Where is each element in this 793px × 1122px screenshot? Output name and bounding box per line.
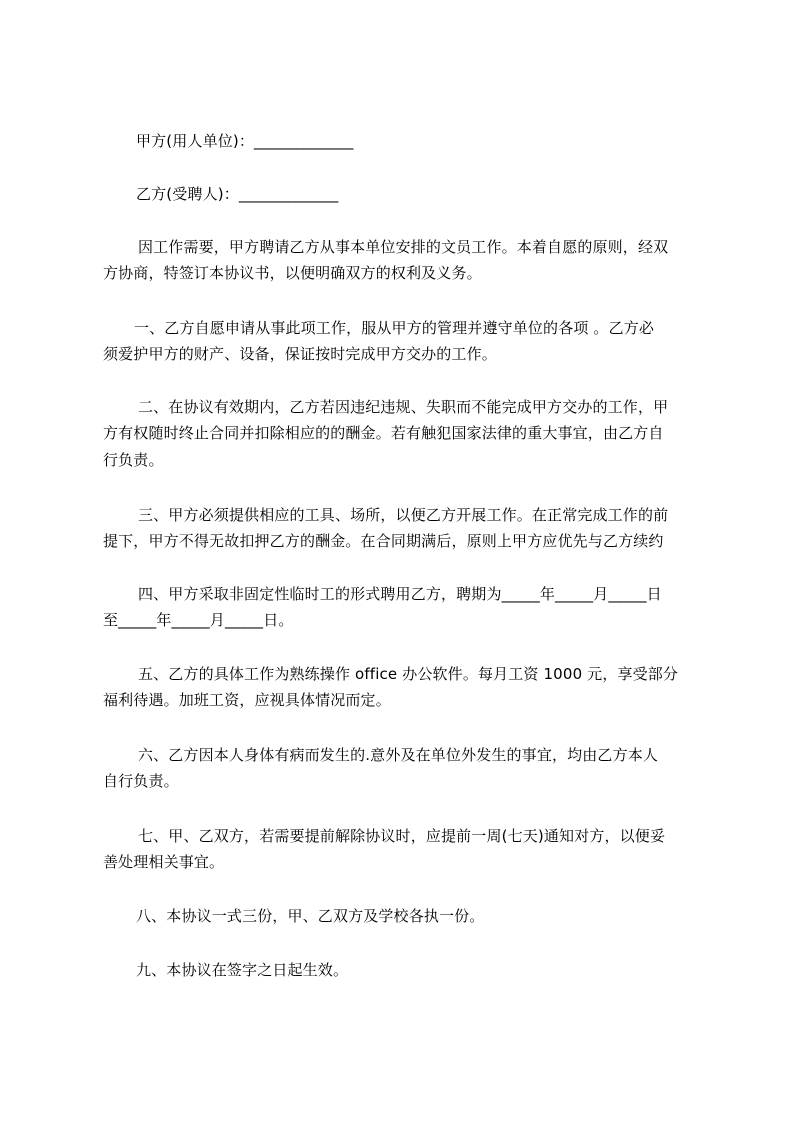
- paragraph-line: 七、甲、乙双方，若需要提前解除协议时，应提前一周(七天)通知对方，以便妥: [138, 827, 666, 845]
- paragraph-line: 提下，甲方不得无故扣押乙方的酬金。在合同期满后，原则上甲方应优先与乙方续约: [103, 532, 664, 550]
- paragraph-line: 须爱护甲方的财产、设备，保证按时完成甲方交办的工作。: [103, 345, 497, 363]
- paragraph-line: 三、甲方必须提供相应的工具、场所，以便乙方开展工作。在正常完成工作的前: [138, 506, 669, 524]
- party-a-line: 甲方(用人单位)：_____________: [136, 132, 354, 150]
- paragraph-line: 四、甲方采取非固定性临时工的形式聘用乙方，聘期为_____年_____月_____日: [138, 585, 662, 603]
- paragraph-line: 至_____年_____月_____日。: [103, 611, 294, 629]
- paragraph-line: 五、乙方的具体工作为熟练操作 office 办公软件。每月工资 1000 元，享受部分: [138, 665, 679, 683]
- party-b-line: 乙方(受聘人)：_____________: [136, 185, 339, 203]
- paragraph-line: 自行负责。: [103, 772, 179, 790]
- paragraph-line: 一、乙方自愿申请从事此项工作，服从甲方的管理并遵守单位的各项 。乙方必: [134, 319, 655, 337]
- paragraph-line: 八、本协议一式三份，甲、乙双方及学校各执一份。: [136, 907, 485, 925]
- paragraph-line: 因工作需要，甲方聘请乙方从事本单位安排的文员工作。本着自愿的原则，经双: [138, 238, 669, 256]
- paragraph-line: 福利待遇。加班工资，应视具体情况而定。: [103, 691, 391, 709]
- paragraph-line: 六、乙方因本人身体有病而发生的.意外及在单位外发生的事宜，均由乙方本人: [138, 746, 659, 764]
- paragraph-line: 方有权随时终止合同并扣除相应的的酬金。若有触犯国家法律的重大事宜，由乙方自: [103, 424, 664, 442]
- paragraph-line: 二、在协议有效期内，乙方若因违纪违规、失职而不能完成甲方交办的工作，甲: [138, 398, 669, 416]
- paragraph-line: 九、本协议在签字之日起生效。: [136, 961, 349, 979]
- paragraph-line: 方协商，特签订本协议书，以便明确双方的权利及义务。: [103, 264, 482, 282]
- paragraph-line: 行负责。: [103, 451, 164, 469]
- paragraph-line: 善处理相关事宜。: [103, 853, 225, 871]
